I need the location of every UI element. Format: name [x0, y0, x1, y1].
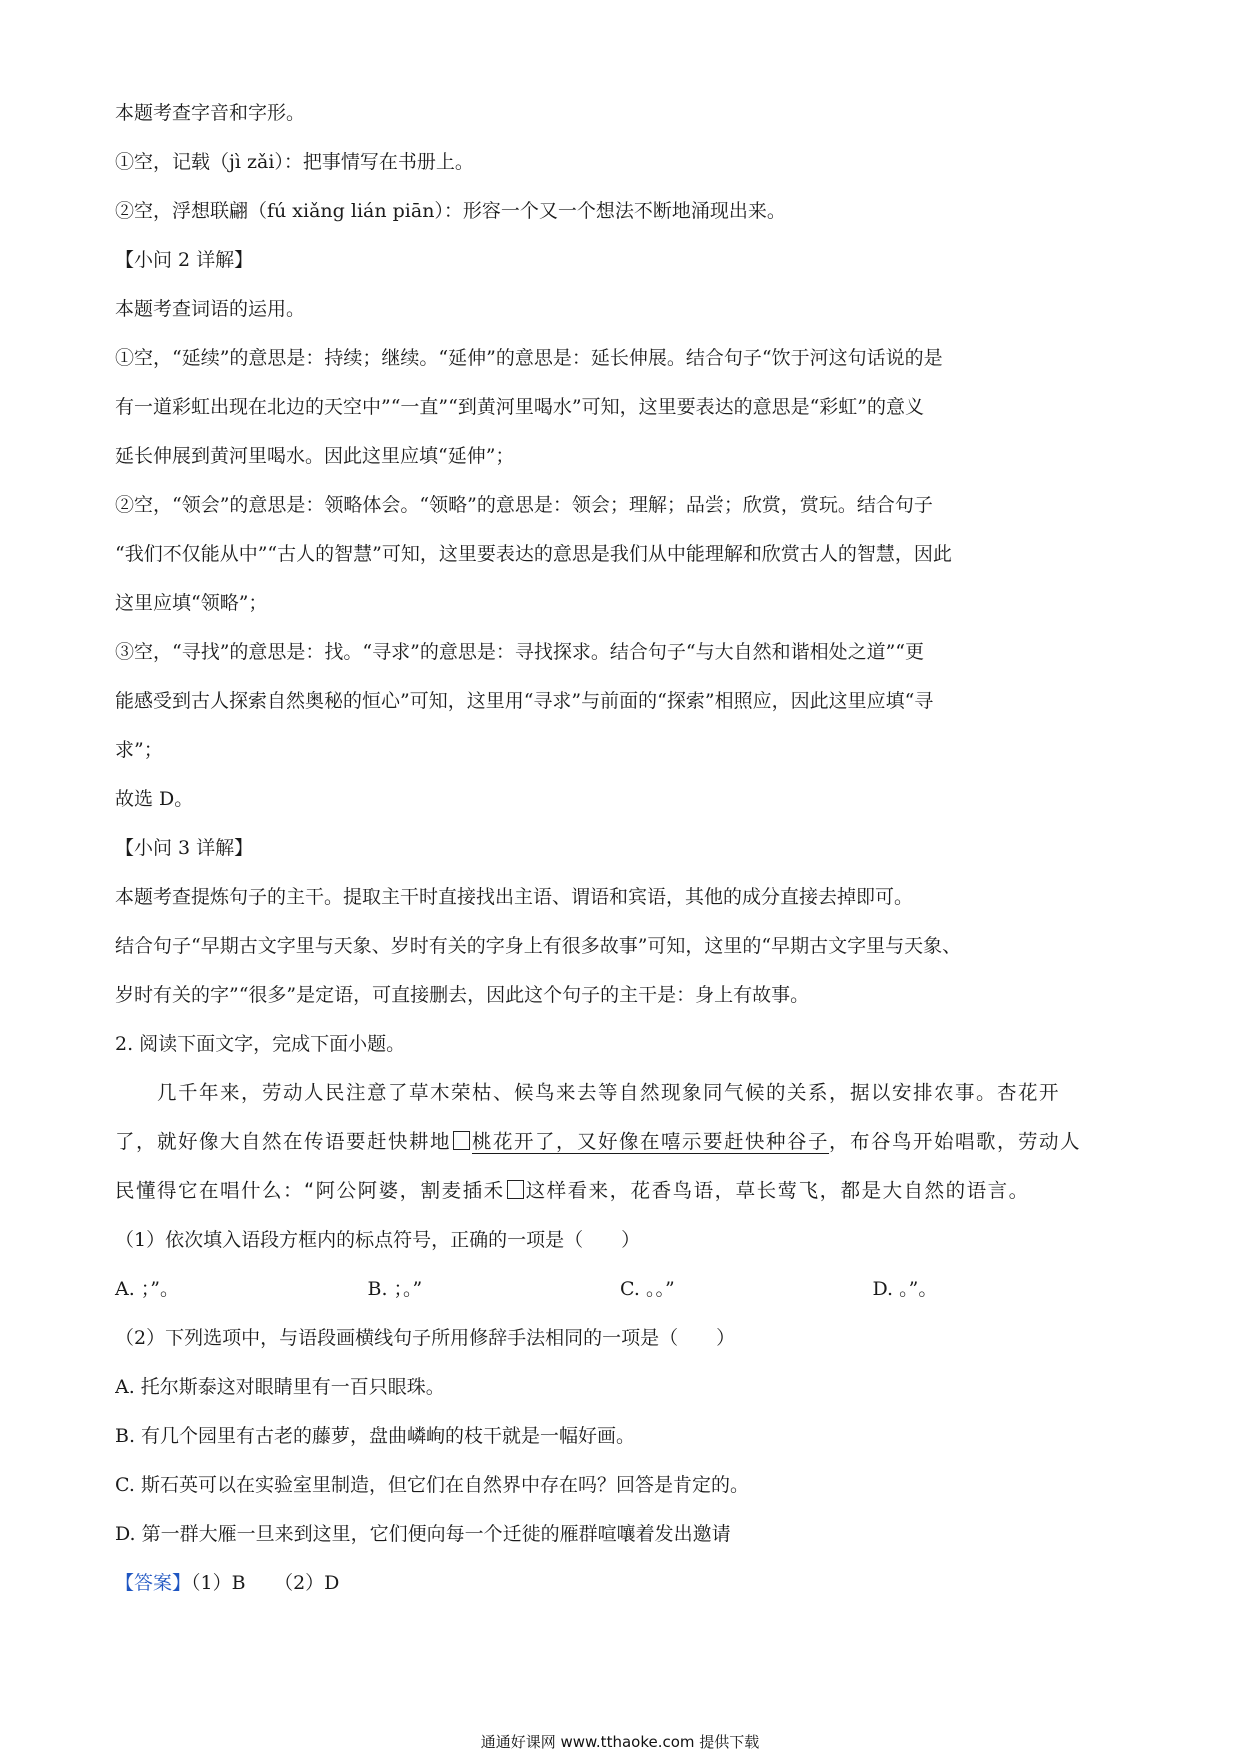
option-d: D. 第一群大雁一旦来到这里，它们便向每一个迁徙的雁群喧嚷着发出邀请: [115, 1523, 731, 1545]
option-a: A. 托尔斯泰这对眼睛里有一百只眼珠。: [115, 1376, 445, 1398]
section-heading: 【小问 3 详解】: [115, 837, 254, 859]
text-line: 延长伸展到黄河里喝水。因此这里应填“延伸”；: [115, 445, 515, 467]
page-footer: 通通好课网 www.tthaoke.com 提供下载: [480, 1733, 760, 1751]
option-d: D. 。”。: [872, 1278, 938, 1300]
text-line: ①空，记载（jì zǎi）：把事情写在书册上。: [115, 151, 474, 173]
text-line: 岁时有关的字”“很多”是定语，可直接删去，因此这个句子的主干是：身上有故事。: [115, 984, 810, 1006]
option-b: B. ；。”: [367, 1278, 423, 1300]
option-c: C. 。。”: [620, 1278, 675, 1300]
question-stem: （2）下列选项中，与语段画横线句子所用修辞手法相同的一项是（ ）: [115, 1327, 736, 1349]
option-a: A. ；”。: [115, 1278, 180, 1300]
text-line: 这里应填“领略”；: [115, 592, 268, 614]
blank-box: [507, 1180, 524, 1199]
text-line: ①空，“延续”的意思是：持续；继续。“延伸”的意思是：延长伸展。结合句子“饮于河这句话说的是: [115, 347, 943, 369]
question-stem: （1）依次填入语段方框内的标点符号，正确的一项是（ ）: [115, 1229, 641, 1251]
text-line: 结合句子“早期古文字里与天象、岁时有关的字身上有很多故事”可知，这里的“早期古文字里与天象、: [115, 935, 962, 957]
text-line: 故选 D。: [115, 788, 194, 810]
question-title: 2. 阅读下面文字，完成下面小题。: [115, 1033, 406, 1055]
text-line: “我们不仅能从中”“古人的智慧”可知，这里要表达的意思是我们从中能理解和欣赏古人的智慧，因此: [115, 543, 952, 565]
passage-text: 这样看来，花香鸟语，草长莺飞，都是大自然的语言。: [525, 1179, 1030, 1202]
section-heading: 【小问 2 详解】: [115, 249, 254, 271]
option-b: B. 有几个园里有古老的藤萝，盘曲嶙峋的枝干就是一幅好画。: [115, 1425, 636, 1447]
answer-label: 【答案】: [115, 1572, 192, 1594]
option-row: [115, 1274, 1125, 1304]
passage-line: [115, 1078, 1125, 1108]
answer-value: （1）B （2）D: [191, 1572, 340, 1594]
text-line: 求”；: [115, 739, 163, 761]
option-c: C. 斯石英可以在实验室里制造，但它们在自然界中存在吗？回答是肯定的。: [115, 1474, 749, 1496]
text-line: ③空，“寻找”的意思是：找。“寻求”的意思是：寻找探求。结合句子“与大自然和谐相处之道”“更: [115, 641, 924, 663]
passage-text: ，布谷鸟开始唱歌，劳动人: [829, 1130, 1082, 1153]
text-line: 本题考查提炼句子的主干。提取主干时直接找出主语、谓语和宾语，其他的成分直接去掉即可。: [115, 886, 914, 908]
passage-text: 了，就好像大自然在传语要赶快耕地: [115, 1130, 452, 1153]
passage-line: [115, 1176, 1125, 1206]
text-line: 能感受到古人探索自然奥秘的恒心”可知，这里用“寻求”与前面的“探索”相照应，因此这里应填“寻: [115, 690, 934, 712]
blank-box: [453, 1131, 470, 1150]
text-line: ②空，浮想联翩（fú xiǎng lián piān）：形容一个又一个想法不断地涌现出来。: [115, 200, 786, 222]
text-line: 有一道彩虹出现在北边的天空中”“一直”“到黄河里喝水”可知，这里要表达的意思是“彩虹”的意义: [115, 396, 924, 418]
passage-text: 几千年来，劳动人民注意了草木荣枯、候鸟来去等自然现象同气候的关系，据以安排农事。杏花开: [157, 1081, 1061, 1104]
text-line: 本题考查词语的运用。: [115, 298, 306, 320]
passage-text: 民懂得它在唱什么：“阿公阿婆，割麦插禾: [115, 1179, 505, 1202]
underlined-sentence: 桃花开了，又好像在嘻示要赶快种谷子: [472, 1130, 830, 1153]
text-line: 本题考查字音和字形。: [115, 102, 306, 124]
answer-line: [115, 1568, 1125, 1598]
text-line: ②空，“领会”的意思是：领略体会。“领略”的意思是：领会；理解；品尝；欣赏，赏玩。结合句子: [115, 494, 933, 516]
passage-line: [115, 1127, 1125, 1157]
page-content: [115, 98, 1125, 1617]
